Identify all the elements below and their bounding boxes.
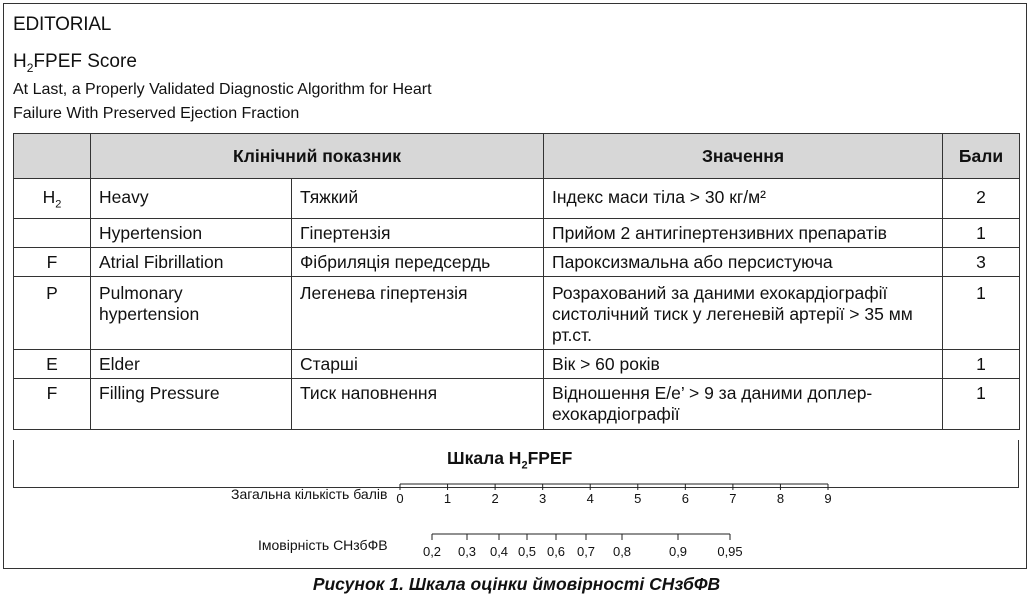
tick-label: 4 <box>586 491 594 506</box>
probability-axis <box>432 534 730 540</box>
tick-label: 0,7 <box>576 544 596 559</box>
figure-caption: Рисунок 1. Шкала оцінки ймовірності СНзбФВ <box>312 574 721 594</box>
tick-label: 0,3 <box>457 544 477 559</box>
row-value: Відношення Е/е’ > 9 за даними доплер-ехокардіографії <box>544 379 943 430</box>
editorial-heading: EDITORIAL <box>13 14 112 35</box>
tick-label: 0,9 <box>668 544 688 559</box>
scale-title: Шкала $H_2FPEF$ <box>447 448 573 472</box>
row-value: Пароксизмальна або персистуюча <box>544 248 943 277</box>
tick-label: 3 <box>539 491 547 506</box>
header-clinical: Клінічний показник <box>91 134 544 179</box>
tick-label: 0,5 <box>517 544 537 559</box>
row-points: 2 <box>943 179 1020 219</box>
row-code: F <box>14 248 91 277</box>
probability-label: Імовірність СНзбФВ <box>258 537 388 553</box>
row-code: F <box>14 379 91 430</box>
row-value: Індекс маси тіла > 30 кг/м² <box>544 179 943 219</box>
row-ua: Тяжкий <box>292 179 544 219</box>
row-points: 1 <box>943 379 1020 430</box>
row-en: Elder <box>91 350 292 379</box>
tick-label: 2 <box>491 491 499 506</box>
row-code: P <box>14 277 91 350</box>
tick-label: 8 <box>776 491 785 506</box>
row-points: 1 <box>943 277 1020 350</box>
tick-label: 0,95 <box>717 544 743 559</box>
row-ua: Фібриляція передсердь <box>292 248 544 277</box>
tick-label: 0,6 <box>546 544 566 559</box>
score-title: $H_2FPEF$ Score <box>13 51 137 75</box>
row-code: E <box>14 350 91 379</box>
tick-label: 0,8 <box>612 544 632 559</box>
row-value: Вік > 60 років <box>544 350 943 379</box>
row-ua: Гіпертензія <box>292 219 544 248</box>
tick-label: 7 <box>729 491 737 506</box>
row-points: 3 <box>943 248 1020 277</box>
header-values: Значення <box>544 134 943 179</box>
row-en: Filling Pressure <box>91 379 292 430</box>
row-points: 1 <box>943 219 1020 248</box>
row-code: $H_2$ <box>14 179 91 219</box>
header-points: Бали <box>943 134 1020 179</box>
row-ua: Тиск наповнення <box>292 379 544 430</box>
tick-label: 0,2 <box>422 544 442 559</box>
tick-label: 6 <box>681 491 689 506</box>
tick-label: 0 <box>396 491 404 506</box>
row-points: 1 <box>943 350 1020 379</box>
total-points-axis <box>400 484 828 490</box>
total-points-label: Загальна кількість балів <box>231 486 388 502</box>
tick-label: 9 <box>824 491 832 506</box>
row-value: Розрахований за даними ехокардіографії систолічний тиск у легеневій артерії > 35 мм рт.ст. <box>544 277 943 350</box>
tick-label: 0,4 <box>489 544 509 559</box>
row-ua: Легенева гіпертензія <box>292 277 544 350</box>
row-ua: Старші <box>292 350 544 379</box>
article-subtitle: At Last, a Properly Validated Diagnostic Algorithm for Heart Failure With Preserved Ejection Fraction <box>13 81 432 122</box>
row-en: Heavy <box>91 179 292 219</box>
row-en: Atrial Fibrillation <box>91 248 292 277</box>
tick-label: 5 <box>634 491 642 506</box>
row-value: Прийом 2 антигіпертензивних препаратів <box>544 219 943 248</box>
tick-label: 1 <box>443 491 452 506</box>
row-en: Pulmonary hypertension <box>91 277 292 350</box>
row-en: Hypertension <box>91 219 292 248</box>
